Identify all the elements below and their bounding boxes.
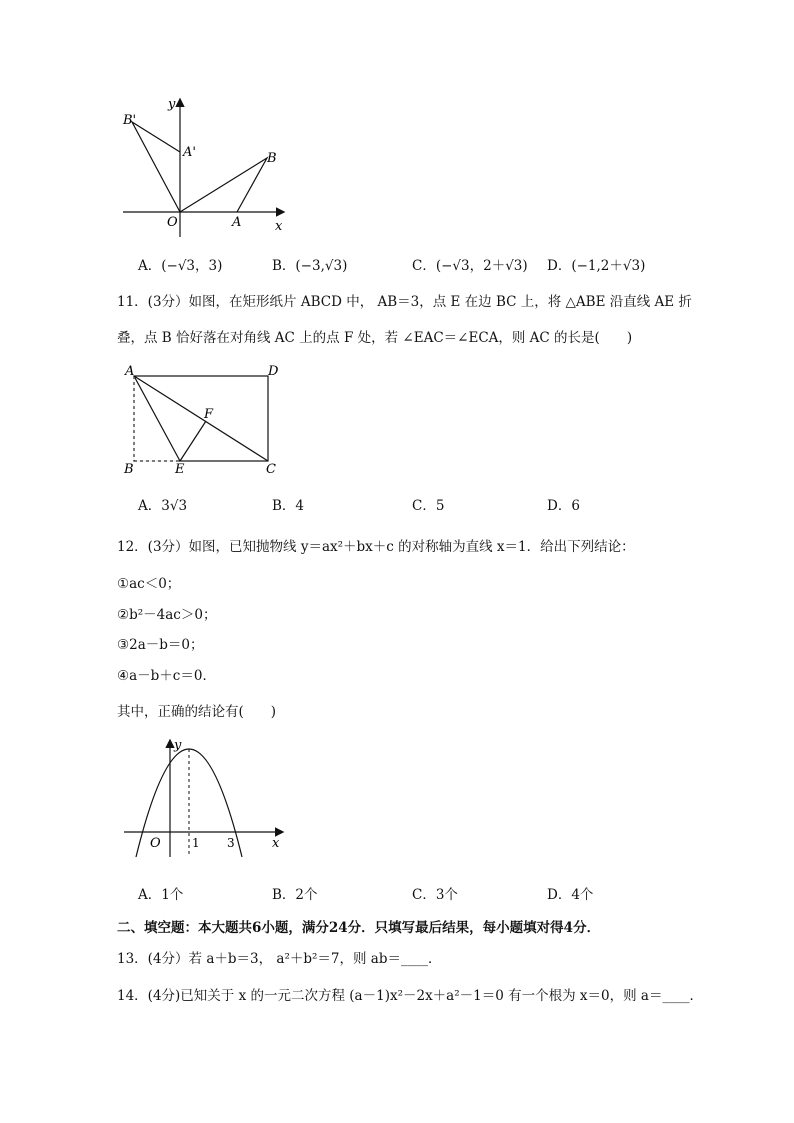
q11-option-d[interactable]: D．6: [547, 498, 580, 514]
q11-label-b: B: [124, 462, 134, 477]
q12-conclusion-2: ②b²－4ac＞0；: [117, 607, 217, 623]
q12-label-x: x: [272, 836, 280, 851]
q11-label-d: D: [268, 364, 279, 379]
q11-stem-line2: 叠，点 B 恰好落在对角线 AC 上的点 F 处，若 ∠EAC＝∠ECA，则 AC 的长是( ): [117, 330, 633, 346]
q11-diagonal-ac: [134, 376, 268, 461]
q12-option-d[interactable]: D．4个: [547, 887, 594, 903]
q12-parabola-figure: [118, 735, 288, 860]
q10-label-y: y: [168, 97, 176, 112]
q10-label-b: B: [267, 151, 277, 166]
q11-option-b[interactable]: B．4: [272, 498, 305, 514]
q12-label-1: 1: [192, 836, 200, 850]
q12-option-b[interactable]: B．2个: [272, 887, 318, 903]
q12-label-o: O: [150, 836, 161, 851]
q10-coordinate-figure: [115, 92, 295, 242]
q10-label-x: x: [275, 219, 283, 234]
q14-text: 14．(4分)已知关于 x 的一元二次方程 (a－1)x²－2x＋a²－1＝0 有一个根为 x＝0，则 a＝____．: [117, 988, 703, 1004]
q11-label-f: F: [204, 407, 214, 422]
q13-text: 13．(4分）若 a＋b＝3， a²＋b²＝7，则 ab＝____．: [117, 951, 442, 967]
q12-conclusion-3: ③2a－b＝0；: [117, 637, 204, 653]
q12-option-a[interactable]: A．1个: [138, 887, 184, 903]
q11-option-c[interactable]: C．5: [412, 498, 445, 514]
q10-option-c[interactable]: C．(−√3，2＋√3): [412, 258, 528, 274]
q12-conclusion-1: ①ac＜0；: [117, 576, 181, 592]
q12-conclusion-4: ④a－b＋c＝0．: [117, 668, 216, 684]
q11-label-e: E: [175, 462, 185, 477]
q12-label-y: y: [174, 738, 182, 753]
q10-label-o: O: [167, 215, 178, 230]
q11-rectangle-figure: [118, 360, 288, 478]
q10-label-b-prime: B': [123, 113, 137, 128]
q10-label-a-prime: A': [183, 145, 196, 160]
q10-option-b[interactable]: B．(−3,√3): [272, 258, 348, 274]
q10-triangle-oab-rotated: [132, 122, 180, 212]
q12-option-c[interactable]: C．3个: [412, 887, 458, 903]
q11-label-a: A: [125, 364, 135, 379]
q11-option-a[interactable]: A．3√3: [138, 498, 188, 514]
q11-line-ef: [180, 421, 206, 461]
q12-stem: 12．(3分）如图，已知抛物线 y＝ax²＋bx＋c 的对称轴为直线 x＝1．给出下列结论：: [117, 539, 635, 555]
section2-heading: 二、填空题：本大题共6小题，满分24分．只填写最后结果，每小题填对得4分．: [117, 920, 601, 936]
q11-stem-line1: 11．(3分）如图，在矩形纸片 ABCD 中， AB＝3，点 E 在边 BC 上，将 △ABE 沿直线 AE 折: [117, 294, 692, 310]
q10-triangle-oab: [180, 158, 267, 212]
q10-option-a[interactable]: A．(−√3，3): [138, 258, 223, 274]
q10-option-d[interactable]: D．(−1,2＋√3): [547, 258, 646, 274]
q11-label-c: C: [266, 462, 276, 477]
q12-question: 其中，正确的结论有( ): [117, 704, 277, 720]
q12-label-3: 3: [227, 836, 235, 850]
q11-line-ae: [134, 376, 180, 461]
q10-label-a: A: [232, 215, 242, 230]
